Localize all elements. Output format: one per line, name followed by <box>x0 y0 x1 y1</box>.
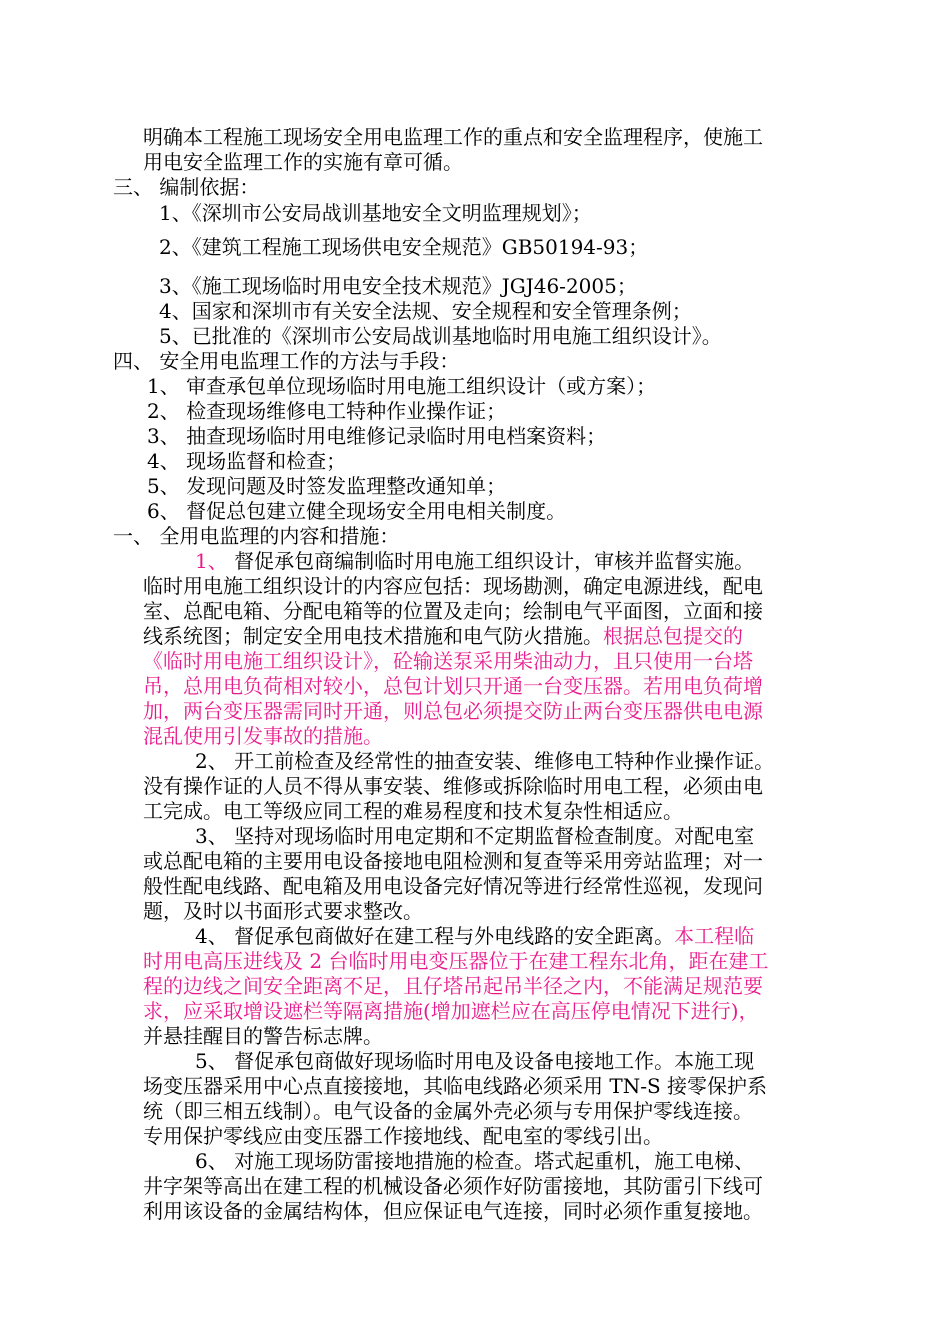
highlighted-text: 吊，总用电负荷相对较小，总包计划只开通一台变压器。若用电负荷增 <box>143 674 763 698</box>
body-text: 6、 对施工现场防雷接地措施的检查。塔式起重机，施工电梯、 <box>195 1149 755 1173</box>
text-line <box>159 201 592 226</box>
body-text: 4、 现场监督和检查； <box>147 449 347 473</box>
highlighted-text: 混乱使用引发事故的措施。 <box>143 724 383 748</box>
text-line <box>143 774 763 799</box>
text-line <box>159 274 637 299</box>
body-text: 或总配电箱的主要用电设备接地电阻检测和复查等采用旁站监理；对一 <box>143 849 763 873</box>
text-line <box>147 424 606 449</box>
text-line <box>143 724 383 749</box>
highlighted-text: 程的边线之间安全距离不足，且仔塔吊起吊半径之内，不能满足规范要 <box>143 974 763 998</box>
text-line <box>143 150 463 175</box>
text-line <box>195 924 754 949</box>
body-text: 3、 抽查现场临时用电维修记录临时用电档案资料； <box>147 424 607 448</box>
body-text: 般性配电线路、配电箱及用电设备完好情况等进行经常性巡视，发现问 <box>143 874 763 898</box>
text-line <box>147 474 506 499</box>
text-line <box>143 1024 383 1049</box>
highlighted-text: 本工程临 <box>674 924 755 948</box>
body-text: 明确本工程施工现场安全用电监理工作的重点和安全监理程序，使施工 <box>143 125 763 149</box>
body-text: 2、 开工前检查及经常性的抽查安装、维修电工特种作业操作证。 <box>195 749 775 773</box>
body-text: 工完成。电工等级应同工程的难易程度和技术复杂性相适应。 <box>143 799 683 823</box>
body-text: 线系统图；制定安全用电技术措施和电气防火措施。 <box>143 624 603 648</box>
body-text: 场变压器采用中心点直接接地，其临电线路必须采用 TN-S 接零保护系 <box>143 1074 768 1098</box>
text-line <box>143 574 763 599</box>
text-line <box>143 624 743 649</box>
text-line <box>147 499 566 524</box>
highlighted-text: 时用电高压进线及 2 台临时用电变压器位于在建工程东北角，距在建工 <box>143 949 769 973</box>
highlighted-text: 根据总包提交的 <box>603 624 743 648</box>
body-text: 5、已批准的《深圳市公安局战训基地临时用电施工组织设计》。 <box>159 324 722 348</box>
text-line <box>113 175 259 200</box>
text-line <box>159 324 722 349</box>
body-text: 一、 全用电监理的内容和措施： <box>113 524 400 548</box>
text-line <box>143 799 683 824</box>
body-text: 5、 督促承包商做好现场临时用电及设备电接地工作。本施工现 <box>195 1049 755 1073</box>
body-text: 并悬挂醒目的警告标志牌。 <box>143 1024 383 1048</box>
text-line <box>143 899 423 924</box>
body-text: 用电安全监理工作的实施有章可循。 <box>143 150 463 174</box>
text-line <box>143 1074 767 1099</box>
body-text: 临时用电施工组织设计的内容应包括：现场勘测，确定电源进线，配电 <box>143 574 763 598</box>
text-line <box>195 1149 754 1174</box>
text-line <box>113 524 399 549</box>
body-text: 1、 审查承包单位现场临时用电施工组织设计（或方案）； <box>147 374 657 398</box>
highlighted-text: 《临时用电施工组织设计》，砼输送泵采用柴油动力，且只使用一台塔 <box>143 649 753 673</box>
text-line <box>143 949 768 974</box>
body-text: 题，及时以书面形式要求整改。 <box>143 899 423 923</box>
text-line <box>159 235 648 260</box>
body-text: 三、 编制依据： <box>113 175 260 199</box>
text-line <box>195 549 754 574</box>
text-line <box>143 974 763 999</box>
body-text: 井字架等高出在建工程的机械设备必须作好防雷接地，其防雷引下线可 <box>143 1174 763 1198</box>
body-text: 3、 坚持对现场临时用电定期和不定期监督检查制度。对配电室 <box>195 824 755 848</box>
text-line <box>143 125 763 150</box>
text-line <box>143 674 763 699</box>
text-line <box>143 699 763 724</box>
body-text: 督促承包商编制临时用电施工组织设计，审核并监督实施。 <box>227 549 755 573</box>
body-text: 4、国家和深圳市有关安全法规、安全规程和安全管理条例； <box>159 299 692 323</box>
text-line <box>113 349 459 374</box>
text-line <box>195 749 774 774</box>
text-line <box>195 1049 754 1074</box>
text-line <box>147 449 346 474</box>
text-line <box>159 299 692 324</box>
highlighted-text: 求，应采取增设遮栏等隔离措施(增加遮栏应在高压停电情况下进行)， <box>143 999 759 1023</box>
body-text: 专用保护零线应由变压器工作接地线、配电室的零线引出。 <box>143 1124 663 1148</box>
body-text: 2、《建筑工程施工现场供电安全规范》GB50194-93； <box>159 235 649 259</box>
body-text: 统（即三相五线制）。电气设备的金属外壳必须与专用保护零线连接。 <box>143 1099 753 1123</box>
body-text: 室、总配电箱、分配电箱等的位置及走向；绘制电气平面图，立面和接 <box>143 599 763 623</box>
text-line <box>143 1199 763 1224</box>
text-line <box>147 399 506 424</box>
body-text: 利用该设备的金属结构体，但应保证电气连接，同时必须作重复接地。 <box>143 1199 763 1223</box>
body-text: 1、《深圳市公安局战训基地安全文明监理规划》； <box>159 201 592 225</box>
body-text: 6、 督促总包建立健全现场安全用电相关制度。 <box>147 499 567 523</box>
text-line <box>143 649 753 674</box>
body-text: 5、 发现问题及时签发监理整改通知单； <box>147 474 507 498</box>
text-line <box>195 824 754 849</box>
body-text: 四、 安全用电监理工作的方法与手段： <box>113 349 460 373</box>
text-line <box>143 999 759 1024</box>
text-line <box>143 1174 763 1199</box>
text-line <box>143 1099 753 1124</box>
body-text: 2、 检查现场维修电工特种作业操作证； <box>147 399 507 423</box>
text-line <box>143 849 763 874</box>
text-line <box>143 1124 663 1149</box>
highlighted-text: 1、 <box>195 549 228 573</box>
body-text: 没有操作证的人员不得从事安装、维修或拆除临时用电工程，必须由电 <box>143 774 763 798</box>
text-line <box>143 599 763 624</box>
text-line <box>143 874 763 899</box>
highlighted-text: 加，两台变压器需同时开通，则总包必须提交防止两台变压器供电电源 <box>143 699 763 723</box>
body-text: 4、 督促承包商做好在建工程与外电线路的安全距离。 <box>195 924 675 948</box>
body-text: 3、《施工现场临时用电安全技术规范》JGJ46-2005； <box>159 274 637 298</box>
text-line <box>147 374 656 399</box>
